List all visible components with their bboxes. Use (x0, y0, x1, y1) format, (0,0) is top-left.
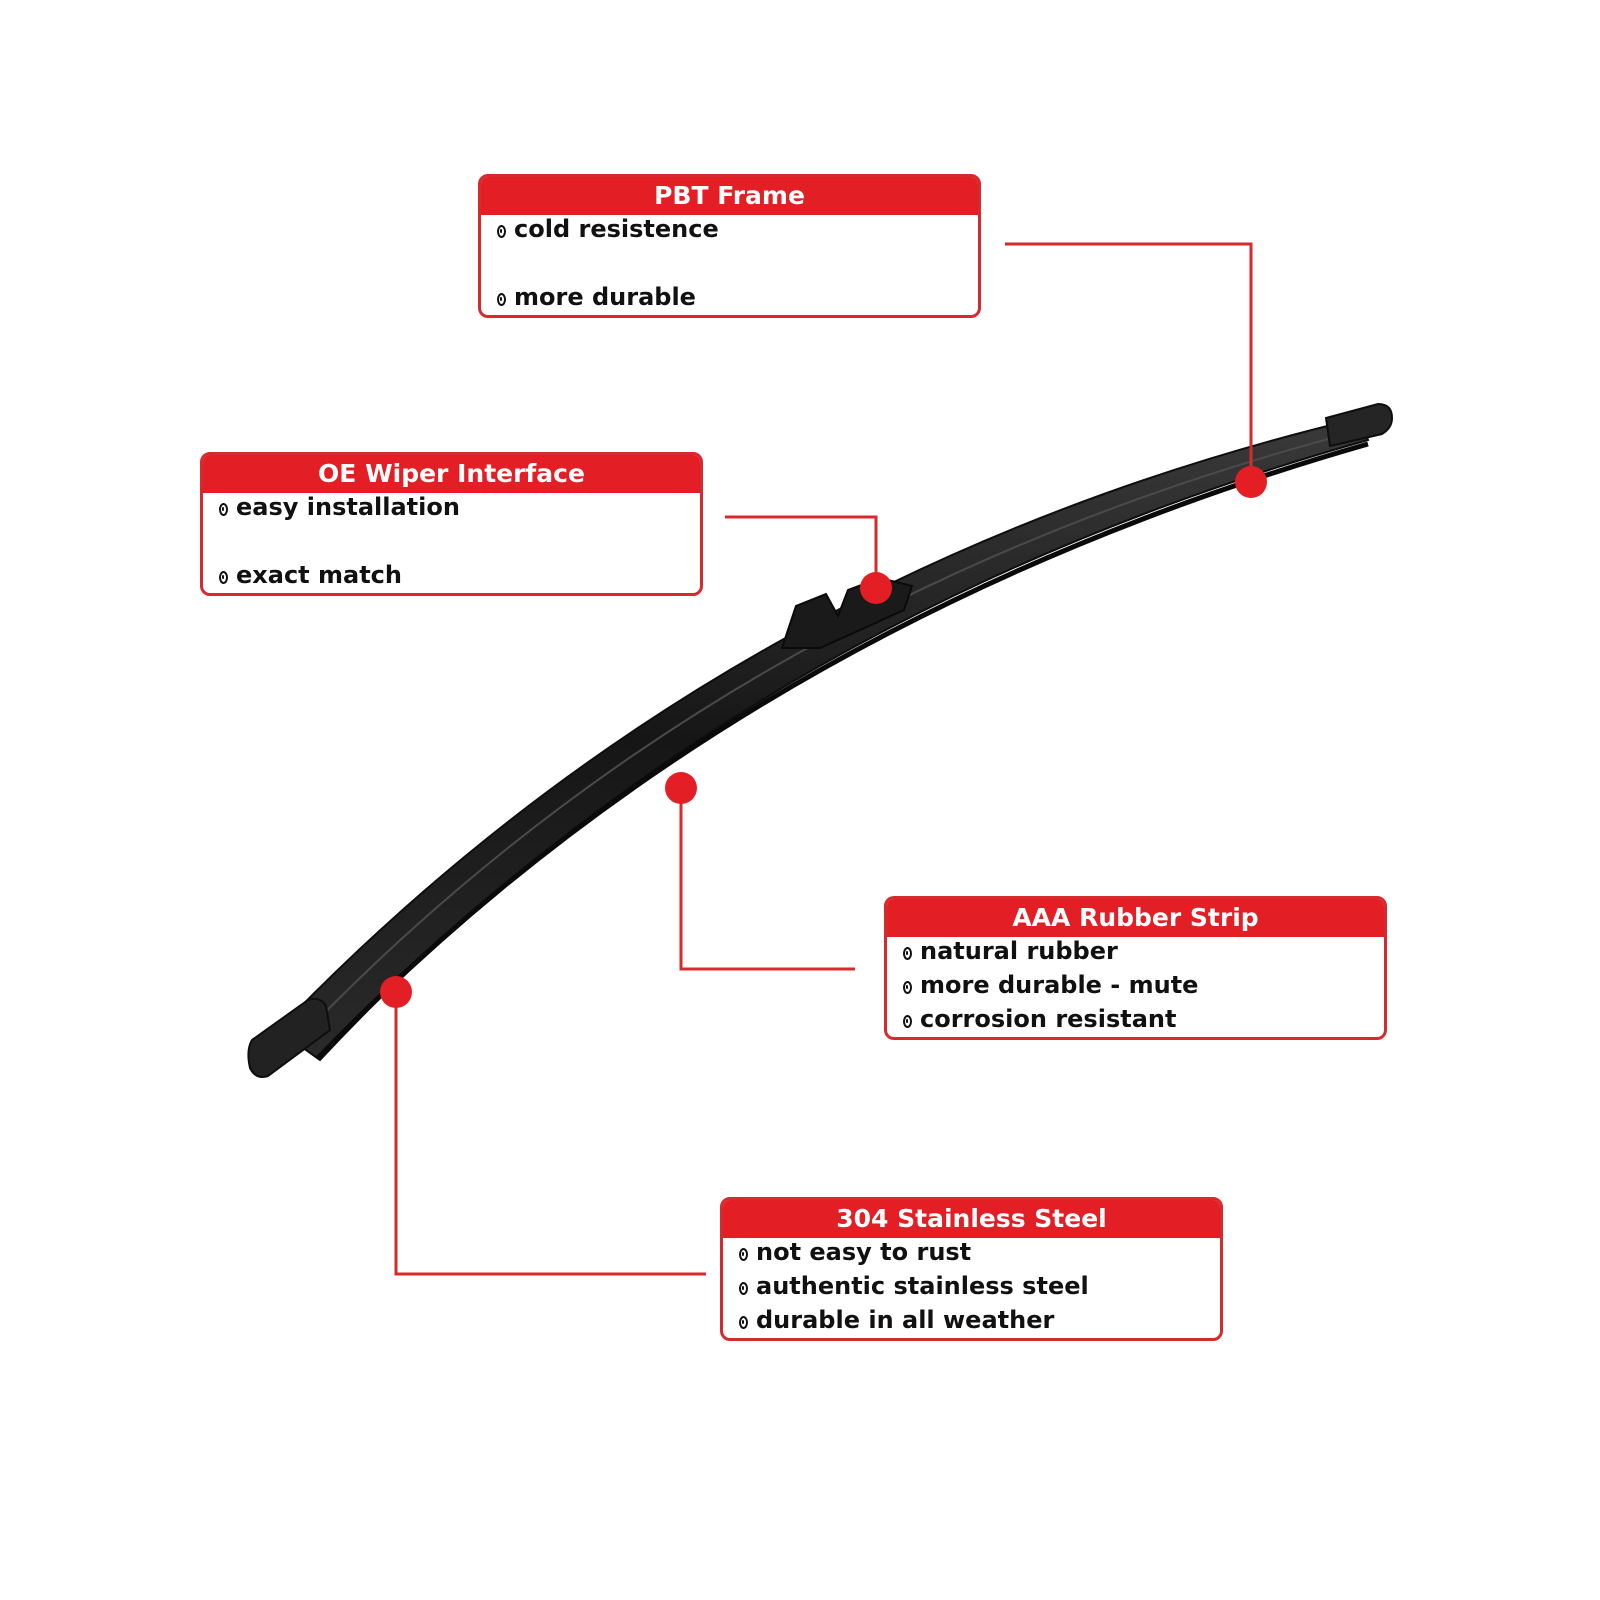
stainless-marker (380, 976, 412, 1008)
bullet-icon (219, 503, 228, 516)
bullet-icon (497, 293, 506, 306)
stainless-steel-callout (720, 1197, 1223, 1341)
aaa-rubber-strip-callout (884, 896, 1387, 1040)
callout-title: AAA Rubber Strip (887, 899, 1384, 937)
rubber-strip-marker (665, 772, 697, 804)
stainless-connector (396, 992, 706, 1274)
bullet-icon (903, 947, 912, 960)
callout-title: PBT Frame (481, 177, 978, 215)
feature-item: authentic stainless steel (739, 1272, 1089, 1300)
oe-wiper-interface-callout (200, 452, 703, 596)
oe-interface-marker (860, 572, 892, 604)
callout-title: OE Wiper Interface (203, 455, 700, 493)
pbt-frame-marker (1235, 466, 1267, 498)
feature-item: more durable (497, 283, 696, 311)
connector-lines (396, 244, 1251, 1274)
callout-title: 304 Stainless Steel (723, 1200, 1220, 1238)
feature-item: durable in all weather (739, 1306, 1054, 1334)
feature-item: cold resistence (497, 215, 719, 243)
blade-left-end-cap (248, 999, 330, 1077)
feature-item: natural rubber (903, 937, 1118, 965)
feature-item: exact match (219, 561, 402, 589)
pbt-frame-connector (1005, 244, 1251, 482)
feature-item: easy installation (219, 493, 460, 521)
blade-right-end-cap (1326, 404, 1392, 446)
bullet-icon (497, 225, 506, 238)
oe-interface-connector (725, 517, 876, 588)
bullet-icon (903, 981, 912, 994)
bullet-icon (903, 1015, 912, 1028)
rubber-strip-connector (681, 788, 855, 969)
bullet-icon (219, 571, 228, 584)
pbt-frame-callout (478, 174, 981, 318)
feature-item: not easy to rust (739, 1238, 971, 1266)
feature-item: more durable - mute (903, 971, 1198, 999)
bullet-icon (739, 1316, 748, 1329)
bullet-icon (739, 1248, 748, 1261)
bullet-icon (739, 1282, 748, 1295)
feature-item: corrosion resistant (903, 1005, 1176, 1033)
